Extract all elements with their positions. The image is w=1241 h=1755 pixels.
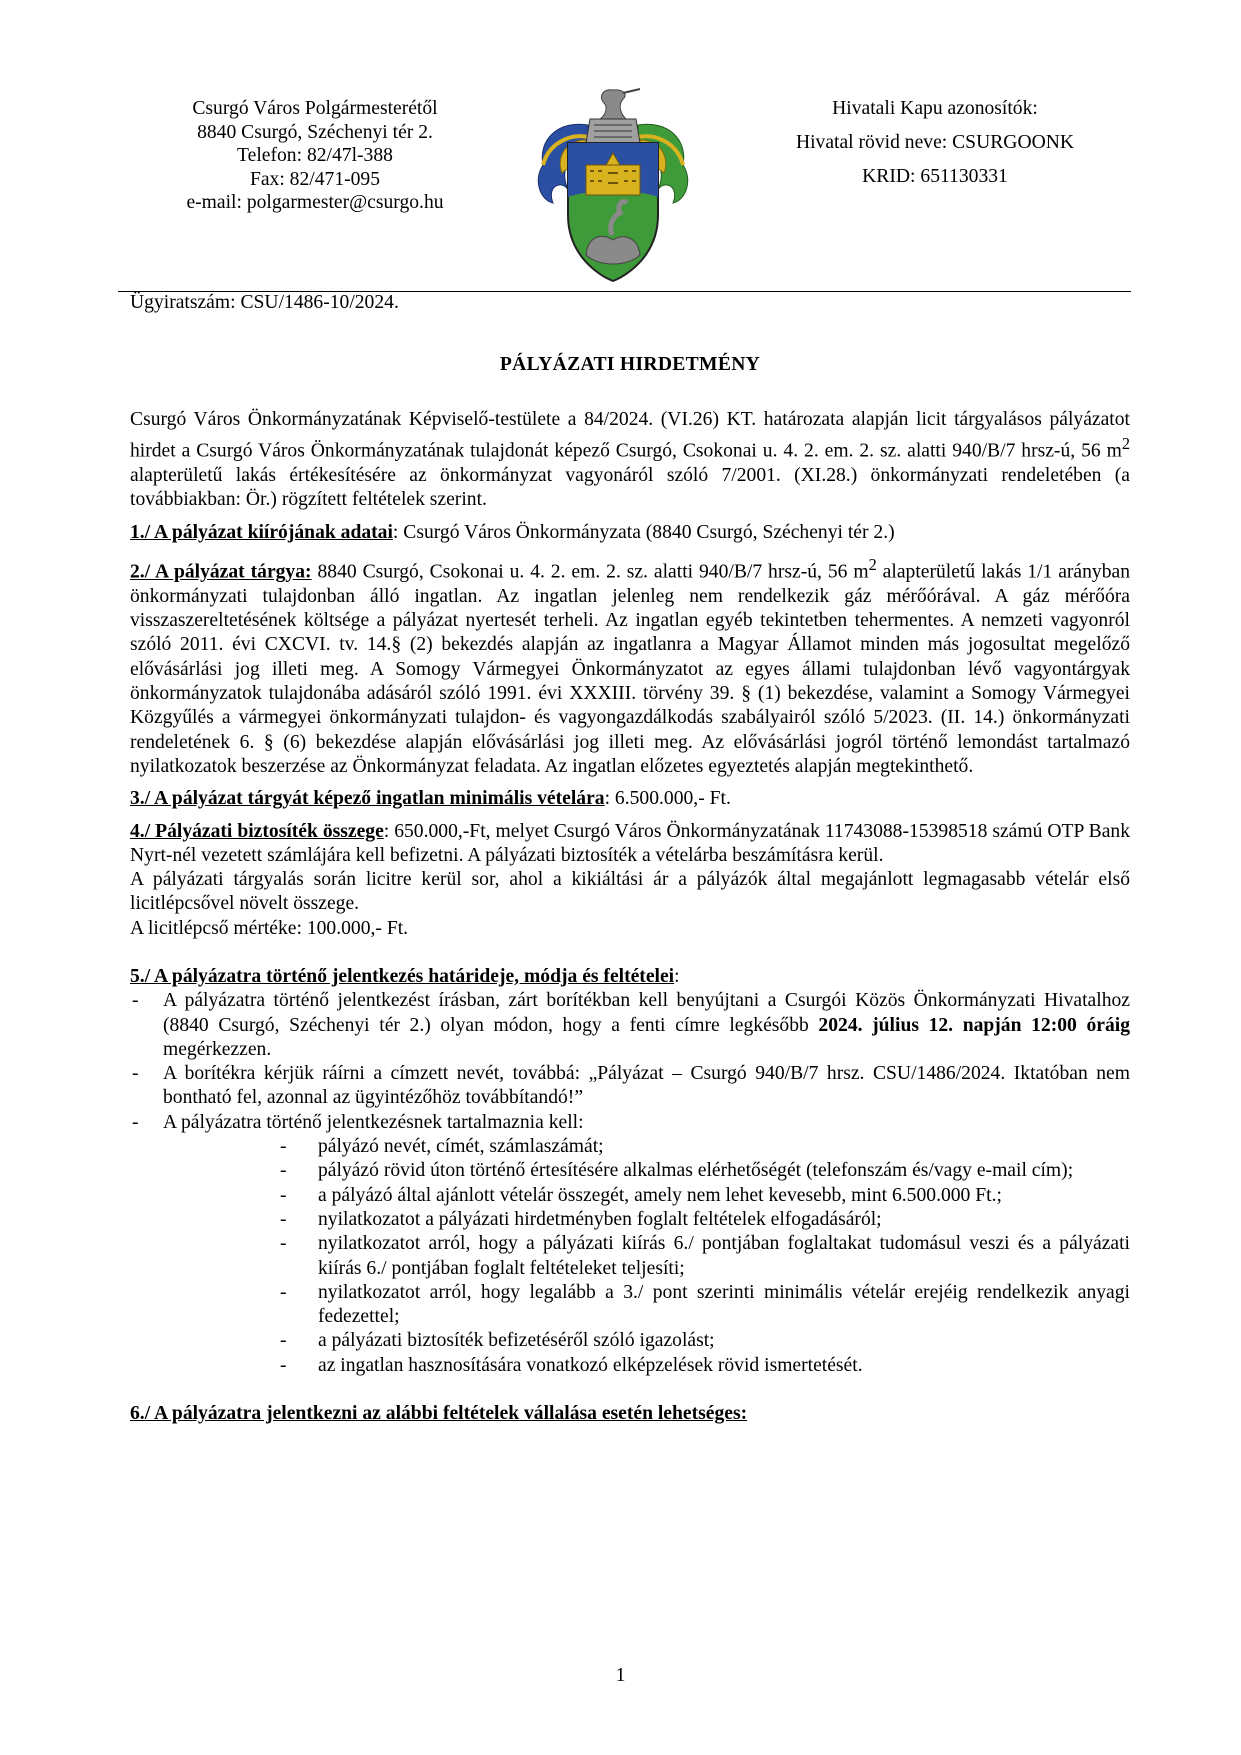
section-5: 5./ A pályázatra történő jelentkezés határideje, módja és feltételei: - A pályázatra történő jelentkezést írásban, zárt borítékban kell benyújtani a Csurgói Közös Önkormányzati Hivatalhoz (8840 Csurgó, Széchenyi tér 2.) olyan módon, hogy a fenti címre legkésőbb 2024. július 12. napján 12:00 óráig megérkezzen. - A borítékra kérjük ráírni a címzett nevét, továbbá: „Pályázat – Csurgó 940/B/7 hrsz. CSU/1486/2024. Iktatóban nem bontható fel, azonnal az ügyintézőhöz továbbítandó!” - A pályázatra történő jelentkezésnek tartalmaznia kell: - pályázó nevét, címét, számlaszámát; - pályázó rövid úton történő értesítésére alkalmas elérhetőségét (telefonszám és/vagy e-mail cím); - a pályázó által ajánlott vételár összegét, amely nem lehet kevesebb, mint 6.500.000 Ft.; - nyilatkozatot a pályázati hirdetményben foglalt feltételek elfogadásáról; - nyilatkozatot arról, hogy a pályázati kiírás 6./ pontjában foglaltakat tudomásul veszi és a pályázati kiírás 6./ pontjában foglalt feltételeket teljesíti; - nyilatkozatot arról, hogy legalább a 3./ pont szerinti minimális vételár erejéig rendelkezik anyagi fedezettel; - a pályázati biztosíték befizetéséről szóló igazolást; - az ingatlan hasznosítására vonatkozó elképzelések rövid ismertetését. xyxy=(130,965,1130,1378)
document-title: PÁLYÁZATI HIRDETMÉNY xyxy=(499,354,761,375)
list-item: - a pályázó által ajánlott vételár összegét, amely nem lehet kevesebb, mint 6.500.000 Ft.; xyxy=(280,1184,1130,1208)
office-gate-label: Hivatali Kapu azonosítók: xyxy=(832,98,1038,119)
office-krid: KRID: 651130331 xyxy=(862,166,1008,187)
section-4-heading: 4./ Pályázati biztosíték összege xyxy=(130,820,384,842)
list-item: - a pályázati biztosíték befizetéséről szóló igazolást; xyxy=(280,1329,1130,1353)
list-item: - pályázó nevét, címét, számlaszámát; xyxy=(280,1135,1130,1159)
page-number: 1 xyxy=(615,1665,626,1686)
file-reference-number: Ügyiratszám: CSU/1486-10/2024. xyxy=(130,292,399,313)
list-item: - nyilatkozatot arról, hogy legalább a 3./ pont szerinti minimális vételár erejéig rendelkezik anyagi fedezettel; xyxy=(280,1281,1130,1330)
list-item: - A borítékra kérjük ráírni a címzett nevét, továbbá: „Pályázat – Csurgó 940/B/7 hrsz. CSU/1486/2024. Iktatóban nem bontható fel, azonnal az ügyintézőhöz továbbítandó!” xyxy=(130,1062,1130,1111)
sender-name: Csurgó Város Polgármesterétől xyxy=(192,98,438,119)
sender-email: e-mail: polgarmester@csurgo.hu xyxy=(186,192,444,213)
section-6-heading: 6./ A pályázatra jelentkezni az alábbi feltételek vállalása esetén lehetséges: xyxy=(130,1403,748,1425)
sender-fax: Fax: 82/471-095 xyxy=(249,168,381,190)
section-1: 1./ A pályázat kiírójának adatai: Csurgó Város Önkormányzata (8840 Csurgó, Széchenyi tér 2.) xyxy=(130,521,895,543)
document-body xyxy=(130,408,1130,1426)
list-item: - az ingatlan hasznosítására vonatkozó elképzelések rövid ismertetését. xyxy=(280,1354,1130,1378)
section-3-heading: 3./ A pályázat tárgyát képező ingatlan minimális vételára xyxy=(130,788,605,810)
intro-paragraph: Csurgó Város Önkormányzatának Képviselő-testülete a 84/2024. (VI.26) KT. határozata alapján licit tárgyalásos pályázatot hirdet a Csurgó Város Önkormányzatának tulajdonát képező Csurgó, Csokonai u. 4. 2. em. 2. sz. alatti 940/B/7 hrsz-ú, 56 $m^2$ alapterületű lakás értékesítésére az önkormányzat vagyonáról szóló 7/2001. (XI.28.) önkormányzati rendeletében (a továbbiakban: Ör.) rögzített feltételek szerint. xyxy=(130,409,1130,511)
section-4-bid-step: A licitlépcső mértéke: 100.000,- Ft. xyxy=(130,917,409,939)
list-item: - nyilatkozatot a pályázati hirdetményben foglalt feltételek elfogadásáról; xyxy=(280,1208,1130,1232)
office-gate-ids xyxy=(740,97,1130,199)
list-item: - A pályázatra történő jelentkezést írásban, zárt borítékban kell benyújtani a Csurgói Közös Önkormányzati Hivatalhoz (8840 Csurgó, Széchenyi tér 2.) olyan módon, hogy a fenti címre legkésőbb 2024. július 12. napján 12:00 óráig megérkezzen. xyxy=(130,989,1130,1062)
section-3: 3./ A pályázat tárgyát képező ingatlan minimális vételára: 6.500.000,- Ft. xyxy=(130,788,731,810)
section-6 xyxy=(130,1402,1130,1426)
sender-block xyxy=(130,97,500,215)
coat-of-arms-crest xyxy=(528,85,698,285)
sender-address: 8840 Csurgó, Széchenyi tér 2. xyxy=(197,121,433,143)
list-item: - A pályázatra történő jelentkezésnek tartalmaznia kell: - pályázó nevét, címét, számlaszámát; - pályázó rövid úton történő értesítésére alkalmas elérhetőségét (telefonszám és/vagy e-mail cím); - a pályázó által ajánlott vételár összegét, amely nem lehet kevesebb, mint 6.500.000 Ft.; - nyilatkozatot a pályázati hirdetményben foglalt feltételek elfogadásáról; - nyilatkozatot arról, hogy a pályázati kiírás 6./ pontjában foglaltakat tudomásul veszi és a pályázati kiírás 6./ pontjában foglalt feltételeket teljesíti; - nyilatkozatot arról, hogy legalább a 3./ pont szerinti minimális vételár erejéig rendelkezik anyagi fedezettel; - a pályázati biztosíték befizetéséről szóló igazolást; - az ingatlan hasznosítására vonatkozó elképzelések rövid ismertetését. xyxy=(130,1111,1130,1378)
section-1-heading: 1./ A pályázat kiírójának adatai xyxy=(130,521,393,543)
section-2-heading: 2./ A pályázat tárgya: xyxy=(130,561,312,583)
sender-phone: Telefon: 82/47l-388 xyxy=(237,145,393,166)
section-4: 4./ Pályázati biztosíték összege: 650.000,-Ft, melyet Csurgó Város Önkormányzatának 11743088-15398518 számú OTP Bank Nyrt-nél vezetett számlájára kell befizetni. A pályázati biztosíték a vételárba beszámításra kerül. A pályázati tárgyalás során licitre kerül sor, ahol a kikiáltási ár a pályázók által megajánlott legmagasabb vételár első licitlépcsővel növelt összege. A licitlépcső mértéke: 100.000,- Ft. xyxy=(130,820,1130,941)
deadline: 2024. július 12. napján 12:00 óráig xyxy=(818,1014,1130,1036)
section-4-auction-text: A pályázati tárgyalás során licitre kerül sor, ahol a kikiáltási ár a pályázók által megajánlott legmagasabb vételár első licitlépcsővel növelt összege. xyxy=(130,869,1130,915)
list-item: - nyilatkozatot arról, hogy a pályázati kiírás 6./ pontjában foglaltakat tudomásul veszi és a pályázati kiírás 6./ pontjában foglalt feltételeket teljesíti; xyxy=(280,1232,1130,1281)
office-short-name: Hivatal rövid neve: CSURGOONK xyxy=(795,132,1075,153)
list-item: - pályázó rövid úton történő értesítésére alkalmas elérhetőségét (telefonszám és/vagy e-mail cím); xyxy=(280,1159,1130,1183)
section-5-heading: 5./ A pályázatra történő jelentkezés határideje, módja és feltételei xyxy=(130,966,675,987)
section-2: 2./ A pályázat tárgya: 8840 Csurgó, Csokonai u. 4. 2. em. 2. sz. alatti 940/B/7 hrsz-ú, 56 $m^2$ alapterületű lakás 1/1 arányban önkormányzati tulajdonban álló ingatlan. Az ingatlan jelenleg nem rendelkezik gáz mérőórával. A gáz mérőóra visszaszereltetésének költsége a pályázat nyertesét terheli. Az ingatlan egyéb tekintetben tehermentes. A nemzeti vagyonról szóló 2011. évi CXCVI. tv. 14.§ (2) bekezdés alapján az ingatlanra a Magyar Államot minden más jogosultat megelőző elővásárlási jog illeti meg. A Somogy Vármegyei Önkormányzatot az egyes állami tulajdonban lévő vagyontárgyak önkormányzatok tulajdonába adásáról szóló 1991. évi XXXIII. törvény 39. § (1) bekezdése, valamint a Somogy Vármegyei Közgyűlés a vármegyei önkormányzati tulajdon- és vagyongazdálkodás szabályairól szóló 5/2023. (II. 14.) önkormányzati rendeletének 6. § (6) bekezdése alapján elővásárlási jog illeti meg. Az elővásárlási jogról történő lemondást tartalmazó nyilatkozatok beszerzése az Önkormányzat feladata. Az ingatlan előzetes egyeztetés alapján megtekinthető. xyxy=(130,555,1131,777)
